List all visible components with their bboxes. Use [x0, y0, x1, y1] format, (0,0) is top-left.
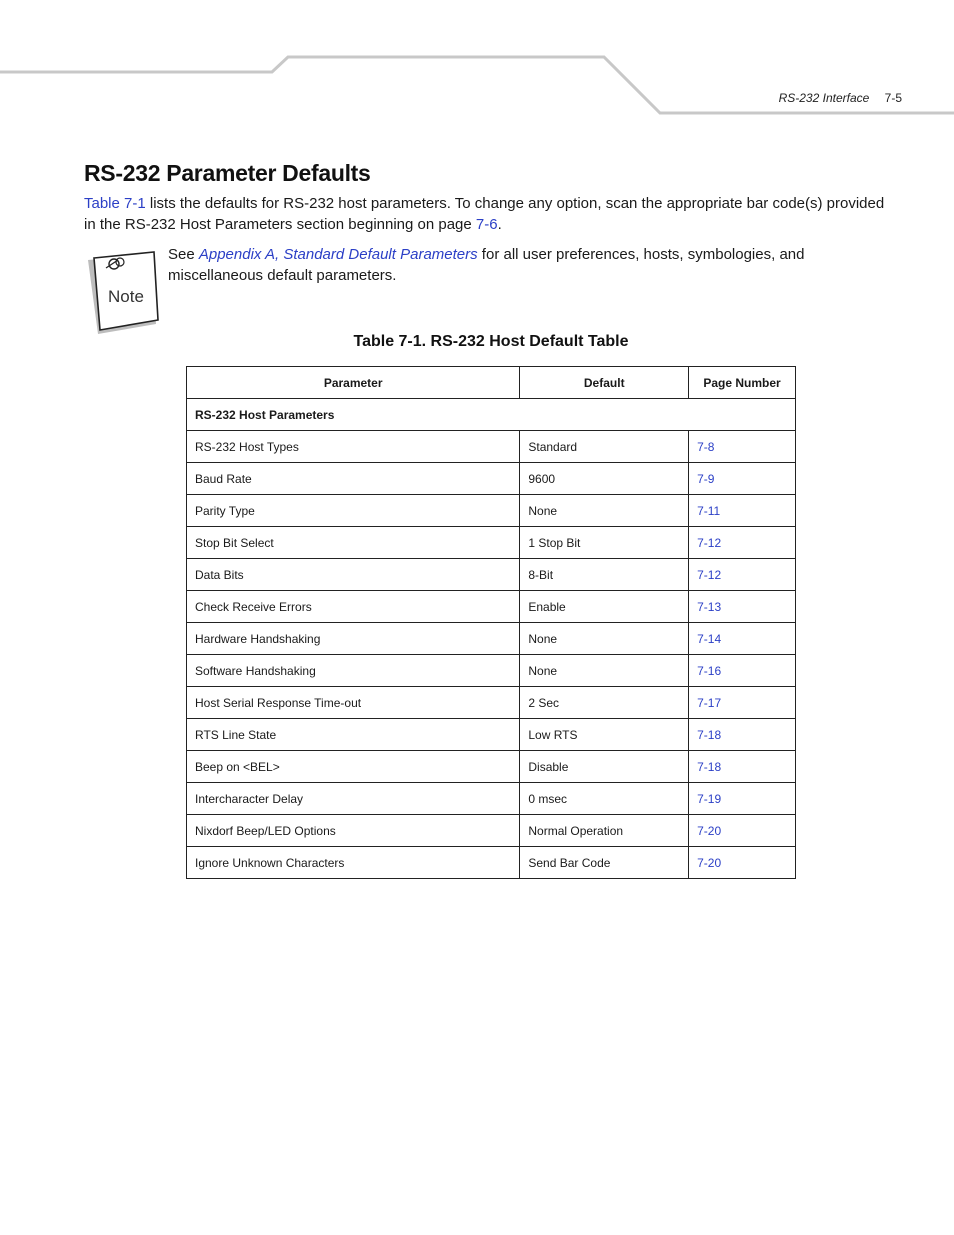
cell-parameter: Check Receive Errors: [187, 591, 520, 623]
cell-default: Send Bar Code: [520, 847, 689, 879]
cell-parameter: Intercharacter Delay: [187, 783, 520, 815]
running-header-page-number: 7-5: [884, 91, 902, 105]
table-row: [187, 495, 796, 527]
cell-parameter: Baud Rate: [187, 463, 520, 495]
cell-default: 9600: [520, 463, 689, 495]
cell-parameter: Hardware Handshaking: [187, 623, 520, 655]
intro-text: lists the defaults for RS-232 host parameters. To change any option, scan the appropriate bar code(s) provided in the RS-232 Host Parameters section beginning on page: [84, 195, 885, 233]
table-link[interactable]: Table 7-1: [84, 195, 146, 212]
cell-page-link[interactable]: 7-20: [689, 815, 796, 847]
cell-default: Disable: [520, 751, 689, 783]
table-row: [187, 655, 796, 687]
table-row: [187, 719, 796, 751]
cell-parameter: RS-232 Host Types: [187, 431, 520, 463]
table-caption: Table 7-1. RS-232 Host Default Table: [353, 333, 629, 350]
intro-paragraph: [84, 193, 894, 235]
table-row: [187, 431, 796, 463]
table-row: [187, 591, 796, 623]
table-header-row: [187, 367, 796, 399]
column-header-default: Default: [520, 367, 689, 399]
cell-default: None: [520, 495, 689, 527]
cell-default: 0 msec: [520, 783, 689, 815]
appendix-link[interactable]: Appendix A, Standard Default Parameters: [198, 246, 478, 263]
cell-page-link[interactable]: 7-14: [689, 623, 796, 655]
column-header-page-number: Page Number: [689, 367, 796, 399]
note-text: [168, 244, 808, 286]
cell-default: 2 Sec: [520, 687, 689, 719]
cell-default: Enable: [520, 591, 689, 623]
table-row: [187, 623, 796, 655]
cell-default: Low RTS: [520, 719, 689, 751]
page-link[interactable]: 7-6: [475, 216, 498, 233]
cell-page-link[interactable]: 7-13: [689, 591, 796, 623]
column-header-parameter: Parameter: [187, 367, 520, 399]
cell-default: None: [520, 623, 689, 655]
cell-page-link[interactable]: 7-11: [689, 495, 796, 527]
table-row: [187, 687, 796, 719]
cell-page-link[interactable]: 7-12: [689, 527, 796, 559]
table-row: [187, 527, 796, 559]
cell-parameter: RTS Line State: [187, 719, 520, 751]
cell-default: Normal Operation: [520, 815, 689, 847]
table-row: [187, 783, 796, 815]
table-row: [187, 463, 796, 495]
cell-default: 8-Bit: [520, 559, 689, 591]
cell-page-link[interactable]: 7-18: [689, 719, 796, 751]
header-decoration: [0, 0, 954, 130]
cell-page-link[interactable]: 7-9: [689, 463, 796, 495]
note-text-end: for all user preferences, hosts, symbologies, and miscellaneous default parameters.: [168, 246, 805, 284]
cell-parameter: Beep on <BEL>: [187, 751, 520, 783]
cell-parameter: Data Bits: [187, 559, 520, 591]
cell-page-link[interactable]: 7-18: [689, 751, 796, 783]
cell-parameter: Software Handshaking: [187, 655, 520, 687]
cell-page-link[interactable]: 7-12: [689, 559, 796, 591]
cell-default: Standard: [520, 431, 689, 463]
table-row: [187, 815, 796, 847]
running-header: [779, 91, 902, 105]
cell-page-link[interactable]: 7-19: [689, 783, 796, 815]
cell-parameter: Parity Type: [187, 495, 520, 527]
defaults-table: [186, 366, 796, 879]
cell-default: None: [520, 655, 689, 687]
note-icon: [84, 250, 164, 340]
cell-page-link[interactable]: 7-20: [689, 847, 796, 879]
running-header-title: RS-232 Interface: [778, 91, 870, 105]
cell-page-link[interactable]: 7-8: [689, 431, 796, 463]
cell-page-link[interactable]: 7-17: [689, 687, 796, 719]
table-row: [187, 751, 796, 783]
page-title: RS-232 Parameter Defaults: [84, 160, 371, 186]
note-text-start: See: [168, 246, 199, 263]
table-section-label: RS-232 Host Parameters: [187, 399, 796, 431]
cell-default: 1 Stop Bit: [520, 527, 689, 559]
cell-parameter: Ignore Unknown Characters: [187, 847, 520, 879]
note-icon-label: Note: [108, 287, 144, 306]
table-row: [187, 559, 796, 591]
table-row: [187, 847, 796, 879]
cell-page-link[interactable]: 7-16: [689, 655, 796, 687]
cell-parameter: Nixdorf Beep/LED Options: [187, 815, 520, 847]
cell-parameter: Stop Bit Select: [187, 527, 520, 559]
table-section-row: [187, 399, 796, 431]
cell-parameter: Host Serial Response Time-out: [187, 687, 520, 719]
intro-text-end: .: [497, 216, 502, 233]
